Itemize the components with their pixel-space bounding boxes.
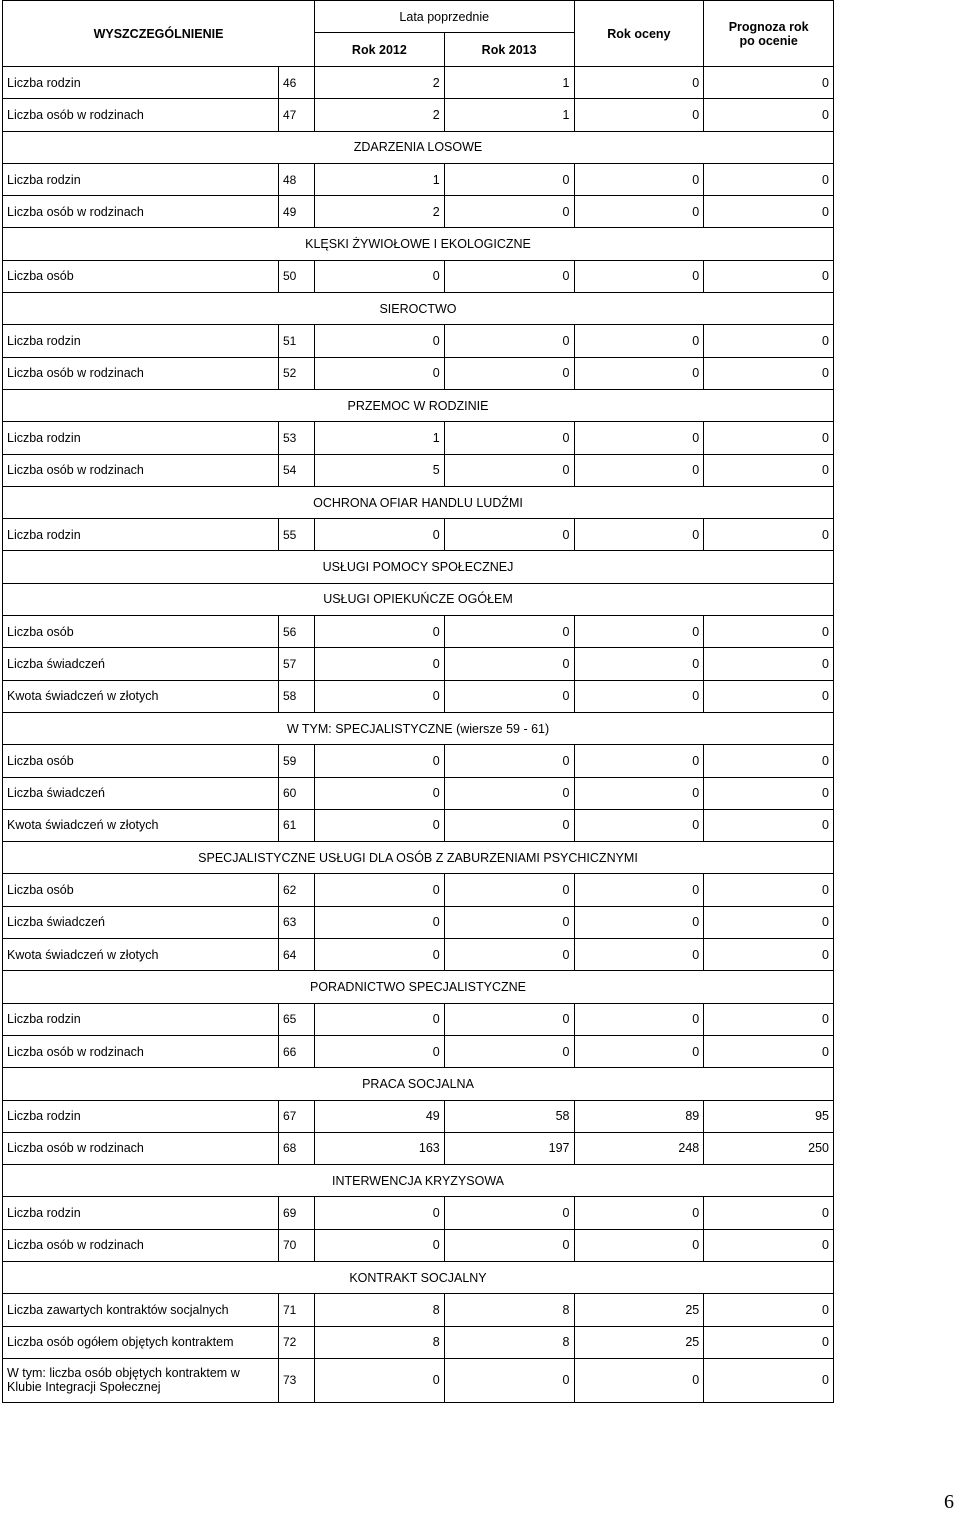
value-cell: 0 (704, 519, 834, 551)
value-cell: 0 (574, 196, 704, 228)
table-row (3, 1197, 834, 1229)
row-line-number: 65 (279, 1003, 315, 1035)
value-cell: 0 (315, 1358, 445, 1402)
row-line-number: 61 (279, 809, 315, 841)
value-cell: 0 (574, 357, 704, 389)
value-cell: 0 (574, 1035, 704, 1067)
row-description: Liczba osób (3, 745, 279, 777)
row-line-number: 52 (279, 357, 315, 389)
value-cell: 0 (444, 357, 574, 389)
section-row (3, 389, 834, 421)
row-line-number: 48 (279, 163, 315, 195)
value-cell: 0 (315, 325, 445, 357)
value-cell: 0 (574, 616, 704, 648)
value-cell: 0 (315, 777, 445, 809)
header-description: WYSZCZEGÓLNIENIE (3, 1, 315, 67)
value-cell: 8 (444, 1326, 574, 1358)
value-cell: 0 (444, 939, 574, 971)
value-cell: 0 (315, 616, 445, 648)
row-description: Liczba osób w rodzinach (3, 1229, 279, 1261)
row-description: Liczba świadczeń (3, 906, 279, 938)
value-cell: 0 (315, 648, 445, 680)
value-cell: 0 (444, 454, 574, 486)
table-row (3, 519, 834, 551)
row-line-number: 46 (279, 67, 315, 99)
row-line-number: 63 (279, 906, 315, 938)
row-description: Liczba rodzin (3, 67, 279, 99)
value-cell: 0 (315, 1035, 445, 1067)
row-line-number: 47 (279, 99, 315, 131)
header-row-1 (3, 1, 834, 33)
row-line-number: 54 (279, 454, 315, 486)
table-row (3, 196, 834, 228)
row-description: Liczba rodzin (3, 1003, 279, 1035)
value-cell: 0 (574, 648, 704, 680)
table-row (3, 67, 834, 99)
section-row (3, 583, 834, 615)
section-title: ZDARZENIA LOSOWE (3, 131, 834, 163)
value-cell: 0 (444, 648, 574, 680)
value-cell: 0 (704, 454, 834, 486)
value-cell: 0 (574, 1197, 704, 1229)
value-cell: 0 (315, 519, 445, 551)
value-cell: 8 (315, 1326, 445, 1358)
row-description: Liczba osób w rodzinach (3, 196, 279, 228)
value-cell: 2 (315, 196, 445, 228)
value-cell: 0 (574, 1003, 704, 1035)
value-cell: 0 (444, 1035, 574, 1067)
value-cell: 0 (444, 1358, 574, 1402)
value-cell: 0 (444, 196, 574, 228)
row-description: Liczba świadczeń (3, 648, 279, 680)
value-cell: 25 (574, 1326, 704, 1358)
section-title: W TYM: SPECJALISTYCZNE (wiersze 59 - 61) (3, 712, 834, 744)
value-cell: 0 (444, 745, 574, 777)
section-title: KONTRAKT SOCJALNY (3, 1261, 834, 1293)
value-cell: 0 (315, 1003, 445, 1035)
section-row (3, 842, 834, 874)
value-cell: 1 (315, 163, 445, 195)
value-cell: 0 (574, 422, 704, 454)
value-cell: 0 (704, 1229, 834, 1261)
value-cell: 49 (315, 1100, 445, 1132)
row-description: Kwota świadczeń w złotych (3, 809, 279, 841)
section-row (3, 712, 834, 744)
table-row (3, 1294, 834, 1326)
value-cell: 0 (315, 809, 445, 841)
row-description: Liczba osób w rodzinach (3, 1132, 279, 1164)
table-row (3, 163, 834, 195)
value-cell: 0 (444, 163, 574, 195)
row-description: Liczba osób w rodzinach (3, 357, 279, 389)
value-cell: 0 (574, 874, 704, 906)
value-cell: 0 (444, 777, 574, 809)
value-cell: 0 (704, 1197, 834, 1229)
section-title: PRZEMOC W RODZINIE (3, 389, 834, 421)
row-description: Kwota świadczeń w złotych (3, 939, 279, 971)
value-cell: 0 (704, 1326, 834, 1358)
value-cell: 163 (315, 1132, 445, 1164)
value-cell: 0 (315, 906, 445, 938)
value-cell: 1 (444, 67, 574, 99)
row-description: Liczba rodzin (3, 163, 279, 195)
value-cell: 0 (704, 648, 834, 680)
row-line-number: 49 (279, 196, 315, 228)
value-cell: 0 (704, 1003, 834, 1035)
value-cell: 0 (574, 939, 704, 971)
value-cell: 0 (704, 1358, 834, 1402)
value-cell: 0 (574, 325, 704, 357)
row-line-number: 62 (279, 874, 315, 906)
value-cell: 0 (315, 357, 445, 389)
value-cell: 0 (444, 1229, 574, 1261)
value-cell: 0 (704, 906, 834, 938)
section-title: PORADNICTWO SPECJALISTYCZNE (3, 971, 834, 1003)
value-cell: 0 (704, 163, 834, 195)
value-cell: 0 (444, 1197, 574, 1229)
value-cell: 0 (444, 422, 574, 454)
row-line-number: 58 (279, 680, 315, 712)
row-description: Liczba rodzin (3, 325, 279, 357)
section-title: SPECJALISTYCZNE USŁUGI DLA OSÓB Z ZABURZENIAMI PSYCHICZNYMI (3, 842, 834, 874)
row-description: Liczba osób (3, 874, 279, 906)
table-row (3, 422, 834, 454)
value-cell: 0 (704, 1035, 834, 1067)
table-row (3, 680, 834, 712)
section-row (3, 551, 834, 583)
value-cell: 0 (444, 809, 574, 841)
section-row (3, 293, 834, 325)
row-description: Liczba osób (3, 616, 279, 648)
row-line-number: 72 (279, 1326, 315, 1358)
table-row (3, 809, 834, 841)
value-cell: 0 (315, 939, 445, 971)
header-year-2013: Rok 2013 (444, 33, 574, 67)
value-cell: 89 (574, 1100, 704, 1132)
header-forecast-line2: po ocenie (739, 33, 798, 48)
row-line-number: 70 (279, 1229, 315, 1261)
value-cell: 0 (574, 809, 704, 841)
row-description: Liczba osób w rodzinach (3, 1035, 279, 1067)
value-cell: 0 (315, 1229, 445, 1261)
row-description: Liczba osób w rodzinach (3, 99, 279, 131)
row-line-number: 56 (279, 616, 315, 648)
value-cell: 0 (444, 616, 574, 648)
row-line-number: 73 (279, 1358, 315, 1402)
value-cell: 0 (315, 260, 445, 292)
value-cell: 5 (315, 454, 445, 486)
value-cell: 0 (704, 1294, 834, 1326)
report-table (2, 0, 834, 1403)
row-line-number: 55 (279, 519, 315, 551)
section-row (3, 1261, 834, 1293)
value-cell: 0 (574, 260, 704, 292)
value-cell: 0 (704, 67, 834, 99)
value-cell: 0 (574, 745, 704, 777)
value-cell: 0 (574, 680, 704, 712)
section-row (3, 1068, 834, 1100)
value-cell: 0 (574, 99, 704, 131)
table-row (3, 1358, 834, 1402)
value-cell: 248 (574, 1132, 704, 1164)
value-cell: 0 (704, 616, 834, 648)
section-row (3, 228, 834, 260)
row-description: Liczba rodzin (3, 1100, 279, 1132)
header-assessment-year: Rok oceny (574, 1, 704, 67)
section-title: PRACA SOCJALNA (3, 1068, 834, 1100)
value-cell: 0 (704, 777, 834, 809)
value-cell: 0 (574, 67, 704, 99)
value-cell: 0 (704, 357, 834, 389)
row-description: Liczba zawartych kontraktów socjalnych (3, 1294, 279, 1326)
section-title: INTERWENCJA KRYZYSOWA (3, 1165, 834, 1197)
section-title: SIEROCTWO (3, 293, 834, 325)
value-cell: 197 (444, 1132, 574, 1164)
value-cell: 25 (574, 1294, 704, 1326)
row-line-number: 57 (279, 648, 315, 680)
table-row (3, 939, 834, 971)
table-row (3, 648, 834, 680)
value-cell: 8 (444, 1294, 574, 1326)
page-number: 6 (944, 1491, 954, 1513)
value-cell: 0 (704, 99, 834, 131)
value-cell: 58 (444, 1100, 574, 1132)
value-cell: 0 (574, 777, 704, 809)
table-row (3, 1003, 834, 1035)
value-cell: 0 (574, 1229, 704, 1261)
table-row (3, 874, 834, 906)
value-cell: 95 (704, 1100, 834, 1132)
value-cell: 0 (704, 680, 834, 712)
value-cell: 1 (444, 99, 574, 131)
table-row (3, 1100, 834, 1132)
value-cell: 0 (444, 1003, 574, 1035)
value-cell: 0 (704, 260, 834, 292)
value-cell: 0 (444, 680, 574, 712)
row-line-number: 50 (279, 260, 315, 292)
value-cell: 0 (444, 325, 574, 357)
table-row (3, 745, 834, 777)
row-line-number: 64 (279, 939, 315, 971)
value-cell: 0 (444, 906, 574, 938)
value-cell: 0 (704, 325, 834, 357)
table-row (3, 906, 834, 938)
row-description: Liczba rodzin (3, 1197, 279, 1229)
value-cell: 2 (315, 99, 445, 131)
value-cell: 0 (704, 422, 834, 454)
header-year-2012: Rok 2012 (315, 33, 445, 67)
table-row (3, 1035, 834, 1067)
section-title: KLĘSKI ŻYWIOŁOWE I EKOLOGICZNE (3, 228, 834, 260)
header-previous-years: Lata poprzednie (315, 1, 575, 33)
row-description: Liczba rodzin (3, 422, 279, 454)
section-row (3, 131, 834, 163)
table-row (3, 357, 834, 389)
row-line-number: 68 (279, 1132, 315, 1164)
value-cell: 2 (315, 67, 445, 99)
value-cell: 0 (315, 1197, 445, 1229)
header-forecast (704, 1, 834, 67)
table-row (3, 454, 834, 486)
section-row (3, 1165, 834, 1197)
table-row (3, 99, 834, 131)
row-line-number: 66 (279, 1035, 315, 1067)
value-cell: 250 (704, 1132, 834, 1164)
section-title: USŁUGI OPIEKUŃCZE OGÓŁEM (3, 583, 834, 615)
value-cell: 0 (315, 874, 445, 906)
row-description: Liczba świadczeń (3, 777, 279, 809)
row-line-number: 69 (279, 1197, 315, 1229)
section-title: OCHRONA OFIAR HANDLU LUDŹMI (3, 486, 834, 518)
value-cell: 8 (315, 1294, 445, 1326)
row-line-number: 59 (279, 745, 315, 777)
value-cell: 1 (315, 422, 445, 454)
row-line-number: 60 (279, 777, 315, 809)
value-cell: 0 (574, 519, 704, 551)
header-forecast-line1: Prognoza rok (728, 19, 809, 34)
value-cell: 0 (315, 680, 445, 712)
value-cell: 0 (574, 1358, 704, 1402)
table-row (3, 1132, 834, 1164)
row-line-number: 51 (279, 325, 315, 357)
value-cell: 0 (704, 196, 834, 228)
section-row (3, 971, 834, 1003)
table-row (3, 777, 834, 809)
value-cell: 0 (704, 745, 834, 777)
table-row (3, 260, 834, 292)
row-description: Liczba osób ogółem objętych kontraktem (3, 1326, 279, 1358)
row-description: Liczba osób w rodzinach (3, 454, 279, 486)
row-description: W tym: liczba osób objętych kontraktem w Klubie Integracji Społecznej (3, 1358, 279, 1402)
value-cell: 0 (574, 454, 704, 486)
section-title: USŁUGI POMOCY SPOŁECZNEJ (3, 551, 834, 583)
value-cell: 0 (704, 939, 834, 971)
section-row (3, 486, 834, 518)
value-cell: 0 (444, 519, 574, 551)
value-cell: 0 (574, 906, 704, 938)
row-description: Liczba osób (3, 260, 279, 292)
value-cell: 0 (574, 163, 704, 195)
table-row (3, 1326, 834, 1358)
row-description: Kwota świadczeń w złotych (3, 680, 279, 712)
table-row (3, 616, 834, 648)
value-cell: 0 (444, 874, 574, 906)
row-line-number: 53 (279, 422, 315, 454)
value-cell: 0 (444, 260, 574, 292)
value-cell: 0 (704, 809, 834, 841)
value-cell: 0 (315, 745, 445, 777)
table-row (3, 1229, 834, 1261)
row-line-number: 71 (279, 1294, 315, 1326)
row-line-number: 67 (279, 1100, 315, 1132)
row-description: Liczba rodzin (3, 519, 279, 551)
value-cell: 0 (704, 874, 834, 906)
table-row (3, 325, 834, 357)
